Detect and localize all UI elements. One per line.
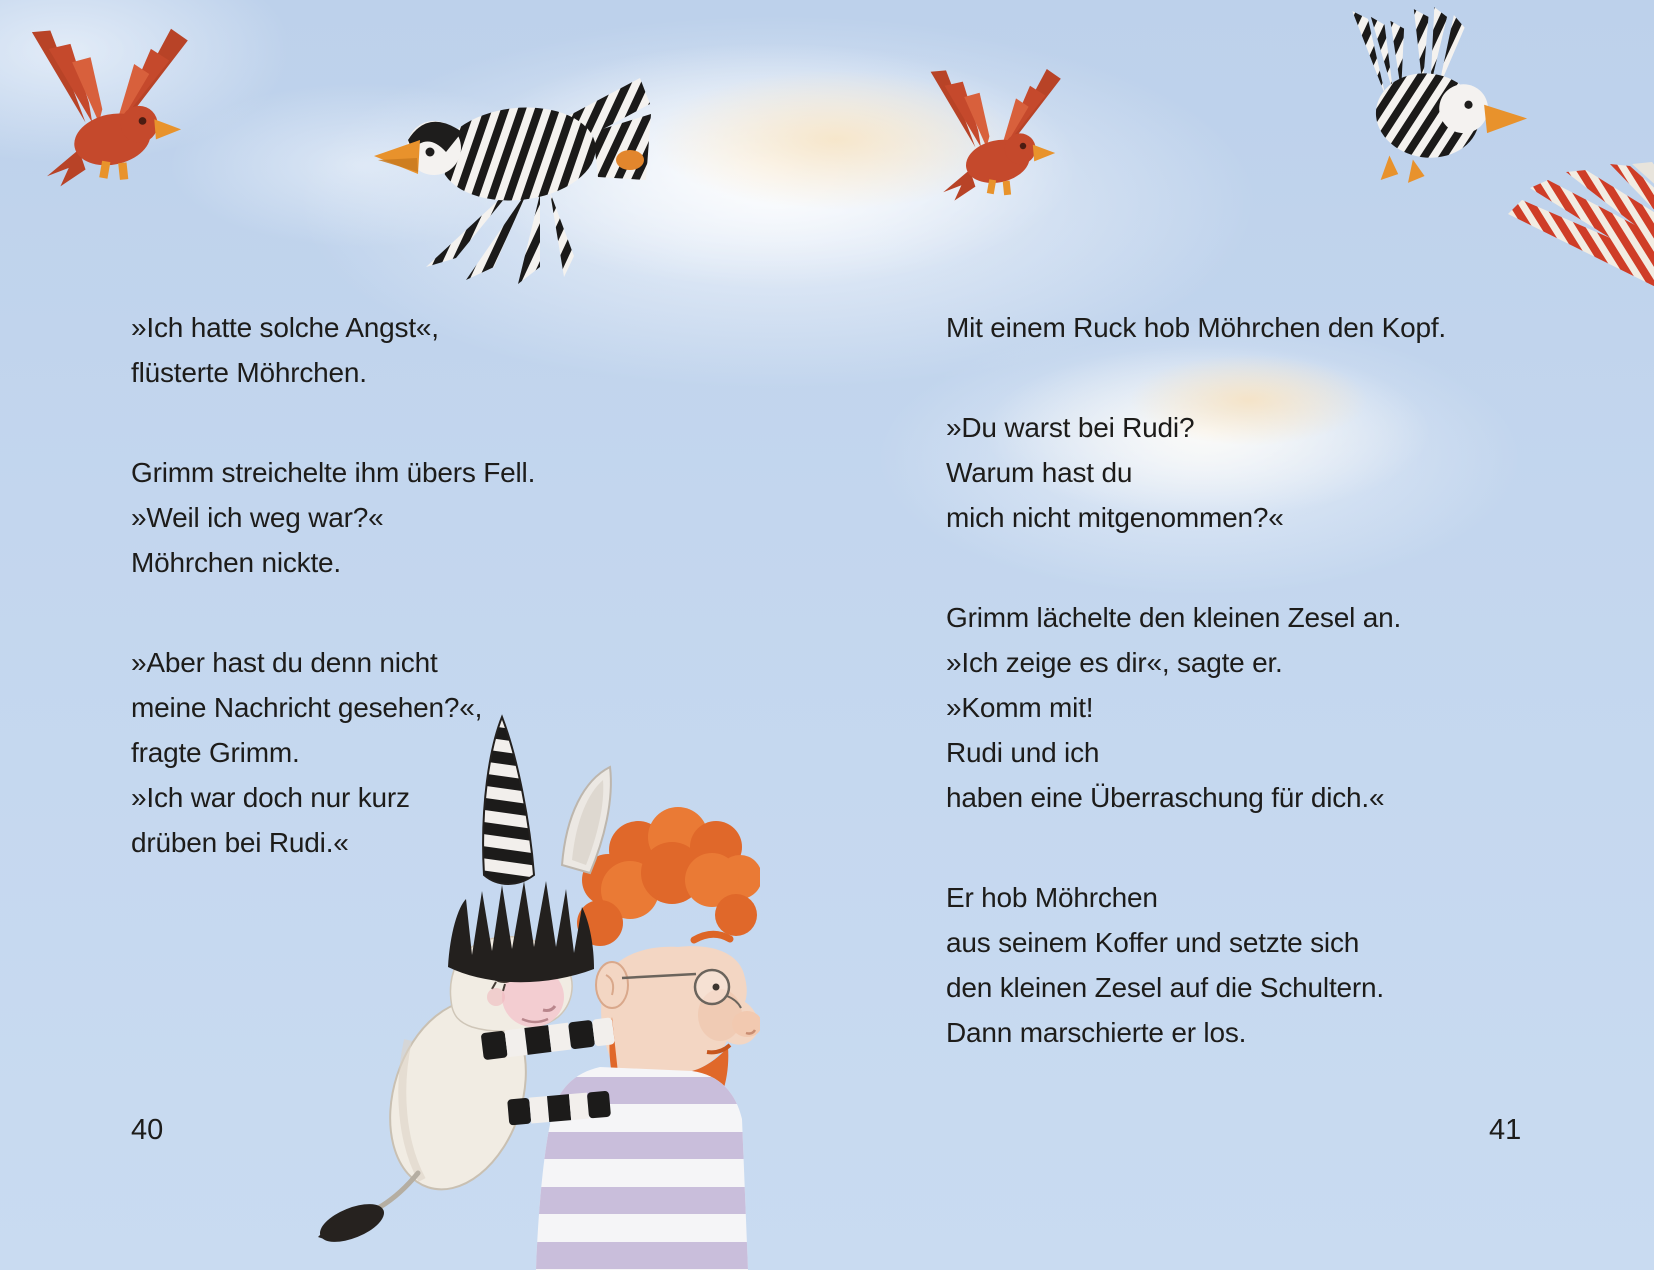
- paragraph: [946, 305, 1446, 350]
- paragraph: [131, 305, 535, 395]
- red-bird-top-left-illustration: [25, 12, 193, 188]
- text-line: meine Nachricht gesehen?«,: [131, 692, 483, 723]
- right-page-text: [946, 305, 1446, 1110]
- text-line: Grimm streichelte ihm übers Fell.: [131, 457, 536, 488]
- paragraph: [946, 595, 1446, 820]
- text-line: »Du warst bei Rudi?: [946, 412, 1195, 443]
- text-line: flüsterte Möhrchen.: [131, 357, 367, 388]
- text-line: fragte Grimm.: [131, 737, 300, 768]
- left-page-text: [131, 305, 535, 920]
- text-line: drüben bei Rudi.«: [131, 827, 349, 858]
- text-line: mich nicht mitgenommen?«: [946, 502, 1284, 533]
- text-line: »Ich zeige es dir«, sagte er.: [946, 647, 1283, 678]
- grimm-eyebrow: [694, 934, 730, 940]
- red-bird-center-illustration: [925, 55, 1065, 202]
- grimm-face: [596, 934, 760, 1076]
- text-line: »Weil ich weg war?«: [131, 502, 384, 533]
- paragraph: [131, 450, 535, 585]
- text-line: Dann marschierte er los.: [946, 1017, 1247, 1048]
- text-line: Er hob Möhrchen: [946, 882, 1158, 913]
- grimm-eye: [713, 984, 720, 991]
- text-line: Rudi und ich: [946, 737, 1100, 768]
- text-line: Grimm lächelte den kleinen Zesel an.: [946, 602, 1402, 633]
- text-line: »Aber hast du denn nicht: [131, 647, 438, 678]
- page-number-left: 40: [131, 1114, 164, 1146]
- page-number-right: 41: [1489, 1114, 1522, 1146]
- text-line: haben eine Überraschung für dich.«: [946, 782, 1385, 813]
- paragraph: [946, 405, 1446, 540]
- text-line: »Komm mit!: [946, 692, 1094, 723]
- text-line: Mit einem Ruck hob Möhrchen den Kopf.: [946, 312, 1446, 343]
- text-line: »Ich hatte solche Angst«,: [131, 312, 439, 343]
- text-line: den kleinen Zesel auf die Schultern.: [946, 972, 1384, 1003]
- zesel-tail: [315, 1173, 418, 1250]
- text-line: aus seinem Koffer und setzte sich: [946, 927, 1360, 958]
- zebra-bird-left-illustration: [368, 62, 653, 287]
- striped-wing-edge-illustration: [1500, 162, 1654, 302]
- text-line: »Ich war doch nur kurz: [131, 782, 410, 813]
- paragraph: [131, 640, 535, 865]
- paragraph: [946, 875, 1446, 1055]
- grimm-shirt: [525, 1060, 760, 1270]
- text-line: Warum hast du: [946, 457, 1133, 488]
- text-line: Möhrchen nickte.: [131, 547, 342, 578]
